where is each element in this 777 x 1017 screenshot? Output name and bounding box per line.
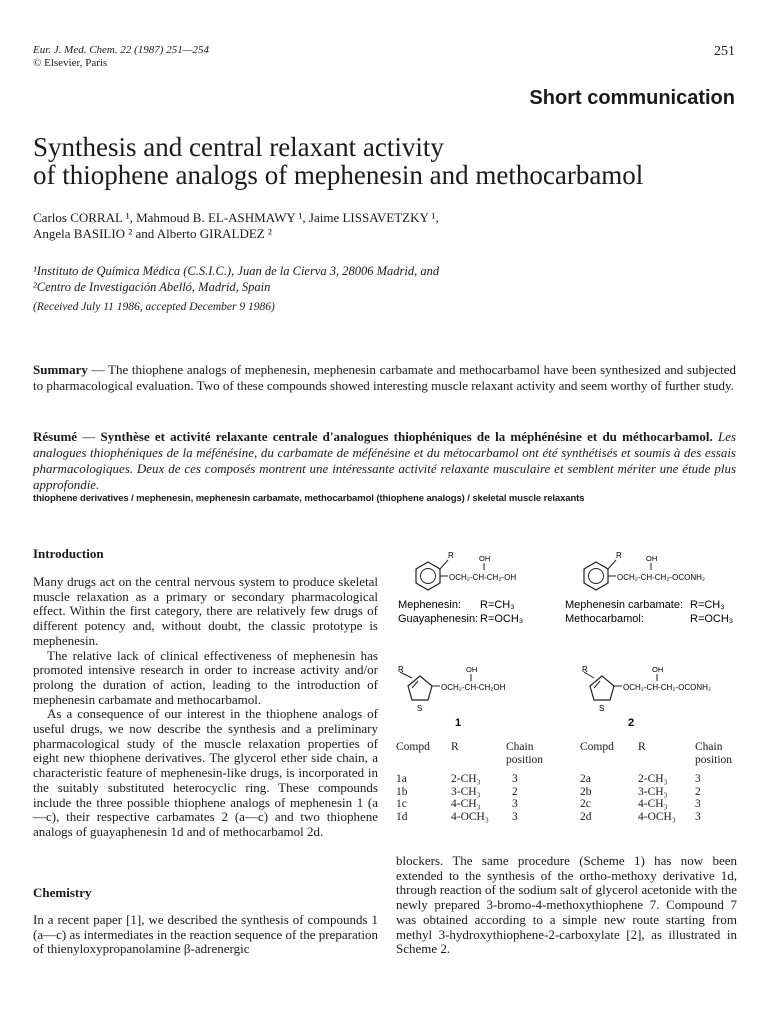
compound-table-1 bbox=[396, 741, 566, 823]
table-row bbox=[396, 811, 566, 824]
header-chain: Chain position bbox=[695, 741, 733, 766]
table-row bbox=[396, 798, 566, 811]
title-line-2: of thiophene analogs of mephenesin and methocarbamol bbox=[33, 160, 644, 190]
oh-label: OH bbox=[479, 554, 491, 563]
intro-paragraph-3: As a consequence of our interest in the thiophene analogs of useful drugs, we now describe the synthesis and a preliminary pharmacological study of the muscle relaxation properties of eight new thiophene derivatives. The glycerol ether side chain, a characteristic feature of mephenesin-like drugs, is incorporated in the suitably substituted heterocyclic ring. These compounds include the three possible thiophene analogs of mephenesin 1 (a—c), their respective carbamates 2 (a—c) and two thiophene analogs of guayaphenesin 1d and of methocarbamol 2d. bbox=[33, 706, 378, 839]
header-chain: Chain position bbox=[506, 741, 544, 766]
table-header-row bbox=[580, 741, 745, 766]
left-thio-chain: OCH₂-CH-CH₂OH bbox=[441, 683, 506, 692]
oh-label-thio-right: OH bbox=[652, 665, 664, 674]
title-line-1: Synthesis and central relaxant activity bbox=[33, 132, 444, 162]
right-paragraph-1: blockers. The same procedure (Scheme 1) has now been extended to the synthesis of the ortho-methoxy derivative 1d, through reaction of the sodium salt of glycerol acetonide with the newly prepared 3-bromo-4-methoxythiophene 7. Compound 7 was obtained according to a simple new route starting from methyl 3-hydroxythiophene-2-carboxylate [2], as illustrated in Scheme 2. bbox=[396, 853, 737, 957]
benzene-ring-left bbox=[416, 560, 448, 590]
intro-paragraph-2: The relative lack of clinical effectiveness of mephenesin has promoted intensive research in order to increase activity and/or prolong the duration of action, leading to the introduction of mephenesin carbamate and methocarbamol. bbox=[33, 647, 378, 707]
guayaphenesin-value: R=OCH₃ bbox=[480, 613, 524, 625]
resume-text: Les analogues thiophéniques de la méfénésine, du carbamate de méfénésine et du métocarbamol ont été synthétisés et soumis à des essais pharmacologiques. Deux de ces composés montrent une intéressante activité relaxante musculaire et semblent mériter une étude plus approfondie. bbox=[33, 429, 737, 492]
cell-position: 3 bbox=[695, 798, 701, 810]
table-row bbox=[580, 811, 745, 824]
cell-r: 2-CH₃ bbox=[638, 773, 668, 785]
cell-compd: 2b bbox=[580, 785, 592, 798]
r-label-right: R bbox=[616, 551, 622, 560]
affiliation-1: ¹Instituto de Química Médica (C.S.I.C.), Juan de la Cierva 3, 28006 Madrid, and bbox=[33, 264, 440, 278]
mephenesin-carbamate-value: R=CH₃ bbox=[690, 599, 725, 611]
cell-compd: 2c bbox=[580, 798, 591, 810]
compound-number-1: 1 bbox=[455, 717, 462, 728]
benzene-ring-right bbox=[584, 560, 616, 590]
resume-title: Synthèse et activité relaxante centrale d'analogues thiophéniques de la méphénésine et du méthocarbamol. bbox=[100, 429, 713, 444]
left-chain: OCH₂-CH-CH₂-OH bbox=[449, 573, 517, 582]
table-row bbox=[580, 798, 745, 811]
right-thio-chain: OCH₂-CH-CH₂-OCONH₂ bbox=[623, 683, 711, 692]
introduction-body bbox=[33, 575, 378, 840]
table-row bbox=[580, 786, 745, 799]
s-label-right: S bbox=[599, 704, 605, 713]
compound-table-2 bbox=[580, 741, 745, 823]
cell-r: 3-CH₃ bbox=[451, 785, 481, 798]
cell-position: 3 bbox=[512, 798, 518, 810]
cell-position: 3 bbox=[695, 773, 701, 785]
chemistry-body bbox=[33, 913, 378, 957]
journal-header bbox=[33, 44, 209, 70]
summary-paragraph bbox=[33, 362, 736, 394]
summary-dash: — bbox=[87, 362, 109, 377]
cell-r: 4-OCH₃ bbox=[638, 810, 676, 823]
header-compd: Compd bbox=[580, 741, 614, 753]
resume-label: Résumé bbox=[33, 429, 78, 444]
introduction-heading: Introduction bbox=[33, 546, 104, 561]
table-row bbox=[396, 773, 566, 786]
authors-line-1: Carlos CORRAL ¹, Mahmoud B. EL-ASHMAWY ¹, Jaime LISSAVETZKY ¹, bbox=[33, 210, 439, 225]
received-dates: (Received July 11 1986, accepted December 9 1986) bbox=[33, 301, 275, 313]
cell-r: 4-OCH₃ bbox=[451, 810, 489, 823]
methocarbamol-value: R=OCH₃ bbox=[690, 613, 734, 625]
header-r: R bbox=[451, 741, 459, 753]
right-column-body bbox=[396, 854, 737, 957]
cell-compd: 1c bbox=[396, 798, 407, 810]
cell-position: 3 bbox=[512, 773, 518, 785]
cell-r: 2-CH₃ bbox=[451, 773, 481, 785]
mephenesin-label: Mephenesin: bbox=[398, 599, 461, 611]
header-r: R bbox=[638, 741, 646, 753]
summary-text: The thiophene analogs of mephenesin, mephenesin carbamate and methocarbamol have been synthesized and subjected to pharmacological evaluation. Two of these compounds showed interesting muscle relaxant activity and seem worthy of further study. bbox=[33, 362, 737, 393]
authors-line-2: Angela BASILIO ² and Alberto GIRALDEZ ² bbox=[33, 226, 272, 241]
cell-compd: 1d bbox=[396, 810, 408, 823]
resume-paragraph bbox=[33, 429, 736, 493]
cell-position: 2 bbox=[695, 785, 701, 798]
affiliations bbox=[33, 263, 753, 295]
mephenesin-carbamate-label: Mephenesin carbamate: bbox=[565, 599, 684, 611]
intro-paragraph-1: Many drugs act on the central nervous system to produce skeletal muscle relaxation as a primary or secondary pharmacological effect. Within the first category, there are relatively few drugs of different potency and, without doubt, the classic prototype is mephenesin. bbox=[33, 574, 378, 648]
methocarbamol-label: Methocarbamol: bbox=[565, 613, 644, 625]
journal-line: Eur. J. Med. Chem. 22 (1987) 251—254 bbox=[33, 44, 209, 56]
table-header-row bbox=[396, 741, 566, 766]
chemistry-heading: Chemistry bbox=[33, 885, 92, 900]
right-chain: OCH₂-CH-CH₂-OCONH₂ bbox=[617, 573, 705, 582]
mephenesin-value: R=CH₃ bbox=[480, 599, 515, 611]
structures-figure bbox=[390, 548, 750, 728]
cell-r: 4-CH₃ bbox=[638, 798, 668, 810]
header-compd: Compd bbox=[396, 741, 430, 753]
keywords: thiophene derivatives / mephenesin, mephenesin carbamate, methocarbamol (thiophene analogs) / skeletal muscle relaxants bbox=[33, 493, 585, 504]
author-list bbox=[33, 210, 753, 242]
table-row bbox=[580, 773, 745, 786]
cell-r: 3-CH₃ bbox=[638, 785, 668, 798]
r-label-thio-right: R bbox=[582, 665, 588, 674]
summary-label: Summary bbox=[33, 362, 88, 377]
section-label: Short communication bbox=[529, 87, 735, 109]
cell-r: 4-CH₃ bbox=[451, 798, 481, 810]
copyright-line: © Elsevier, Paris bbox=[33, 57, 108, 69]
cell-compd: 1b bbox=[396, 785, 408, 798]
affiliation-2: ²Centro de Investigación Abelló, Madrid, Spain bbox=[33, 280, 271, 294]
resume-dash: — bbox=[77, 429, 101, 444]
thiophene-ring-right bbox=[584, 672, 622, 700]
s-label-left: S bbox=[417, 704, 423, 713]
page-number: 251 bbox=[714, 44, 735, 59]
chemistry-paragraph-1: In a recent paper [1], we described the synthesis of compounds 1 (a—c) as intermediates in the reaction sequence of the preparation of thienyloxypropanolamine β-adrenergic bbox=[33, 912, 378, 957]
cell-position: 3 bbox=[695, 810, 701, 823]
oh-label-right: OH bbox=[646, 554, 658, 563]
oh-label-thio-left: OH bbox=[466, 665, 478, 674]
cell-compd: 1a bbox=[396, 773, 407, 785]
cell-compd: 2a bbox=[580, 773, 591, 785]
guayaphenesin-label: Guayaphenesin: bbox=[398, 613, 479, 625]
table-row bbox=[396, 786, 566, 799]
thiophene-ring-left bbox=[400, 672, 440, 700]
cell-position: 3 bbox=[512, 810, 518, 823]
cell-compd: 2d bbox=[580, 810, 592, 823]
r-label: R bbox=[448, 551, 454, 560]
compound-number-2: 2 bbox=[628, 717, 635, 728]
r-label-thio-left: R bbox=[398, 665, 404, 674]
paper-title bbox=[33, 133, 753, 189]
cell-position: 2 bbox=[512, 785, 518, 798]
